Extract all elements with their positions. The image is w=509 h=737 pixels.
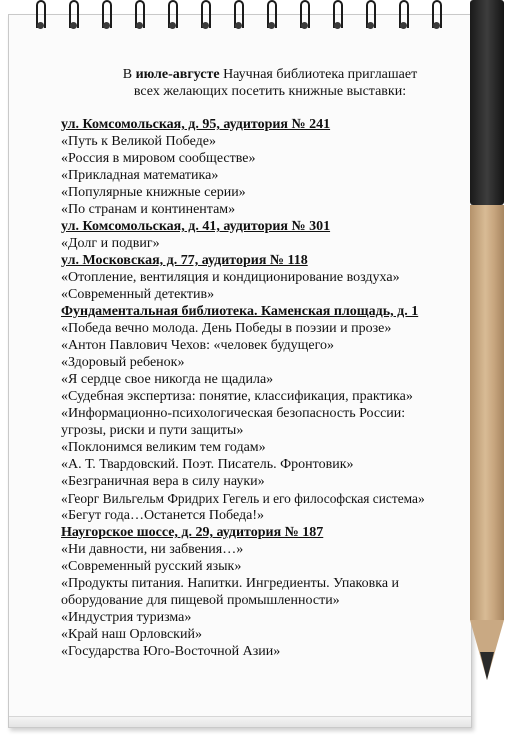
- section-heading: ул. Комсомольская, д. 41, аудитория № 301: [61, 219, 331, 234]
- spiral-ring-icon: [300, 0, 309, 30]
- spiral-ring-icon: [36, 0, 45, 30]
- list-item: «Безграничная вера в силу науки»: [61, 474, 265, 489]
- section-heading: Наугорское шоссе, д. 29, аудитория № 187: [61, 525, 324, 540]
- pencil-icon: [466, 0, 509, 737]
- section-heading: ул. Комсомольская, д. 95, аудитория № 241: [61, 117, 331, 132]
- list-item: «Георг Вильгельм Фридрих Гегель и его философская система»: [61, 491, 425, 506]
- list-item: «Край наш Орловский»: [61, 627, 202, 642]
- list-item: «Я сердце свое никогда не щадила»: [61, 372, 274, 387]
- intro-line-1: [60, 66, 480, 83]
- spiral-ring-icon: [234, 0, 243, 30]
- list-item: «Поклонимся великим тем годам»: [61, 440, 266, 455]
- spiral-ring-icon: [432, 0, 441, 30]
- list-item: «Победа вечно молода. День Победы в поэзии и прозе»: [61, 321, 392, 336]
- spiral-ring-icon: [69, 0, 78, 30]
- list-item: «Путь к Великой Победе»: [61, 134, 216, 149]
- spiral-ring-icon: [366, 0, 375, 30]
- spiral-ring-icon: [333, 0, 342, 30]
- list-item: «Современный русский язык»: [61, 559, 242, 574]
- intro-prefix: В: [122, 67, 136, 82]
- intro-months: июле-августе: [135, 67, 220, 82]
- exhibition-list: [61, 116, 471, 660]
- list-item: «Прикладная математика»: [61, 168, 219, 183]
- list-item: «Здоровый ребенок»: [61, 355, 185, 370]
- spiral-ring-icon: [102, 0, 111, 30]
- list-item: «А. Т. Твардовский. Поэт. Писатель. Фронтовик»: [61, 457, 354, 472]
- list-item: «Продукты питания. Напитки. Ингредиенты. Упаковка и оборудование для пищевой промышленности»: [61, 576, 400, 608]
- section-heading: ул. Московская, д. 77, аудитория № 118: [61, 253, 308, 268]
- list-item: «Ни давности, ни забвения…»: [61, 542, 244, 557]
- spiral-ring-icon: [201, 0, 210, 30]
- list-item: «Индустрия туризма»: [61, 610, 192, 625]
- section-heading: Фундаментальная библиотека. Каменская площадь, д. 1: [61, 304, 419, 319]
- list-item: «Государства Юго-Восточной Азии»: [61, 644, 281, 659]
- list-item: «Антон Павлович Чехов: «человек будущего»: [61, 338, 335, 353]
- spiral-ring-icon: [399, 0, 408, 30]
- intro-line1-rest: Научная библиотека приглашает: [219, 67, 418, 82]
- list-item: «Долг и подвиг»: [61, 236, 160, 251]
- list-item: «Бегут года…Останется Победа!»: [61, 508, 264, 523]
- spiral-ring-icon: [168, 0, 177, 30]
- intro-line-2: всех желающих посетить книжные выставки:: [133, 84, 407, 99]
- intro-text: [60, 66, 480, 100]
- spiral-ring-icon: [135, 0, 144, 30]
- list-item: «Россия в мировом сообществе»: [61, 151, 256, 166]
- list-item: «По странам и континентам»: [61, 202, 236, 217]
- spiral-binding: [8, 0, 470, 34]
- list-item: «Информационно-психологическая безопасность России: угрозы, риски и пути защиты»: [61, 406, 406, 438]
- list-item: «Современный детектив»: [61, 287, 215, 302]
- list-item: «Судебная экспертиза: понятие, классификация, практика»: [61, 389, 413, 404]
- list-item: «Отопление, вентиляция и кондиционирование воздуха»: [61, 270, 400, 285]
- spiral-ring-icon: [267, 0, 276, 30]
- list-item: «Популярные книжные серии»: [61, 185, 246, 200]
